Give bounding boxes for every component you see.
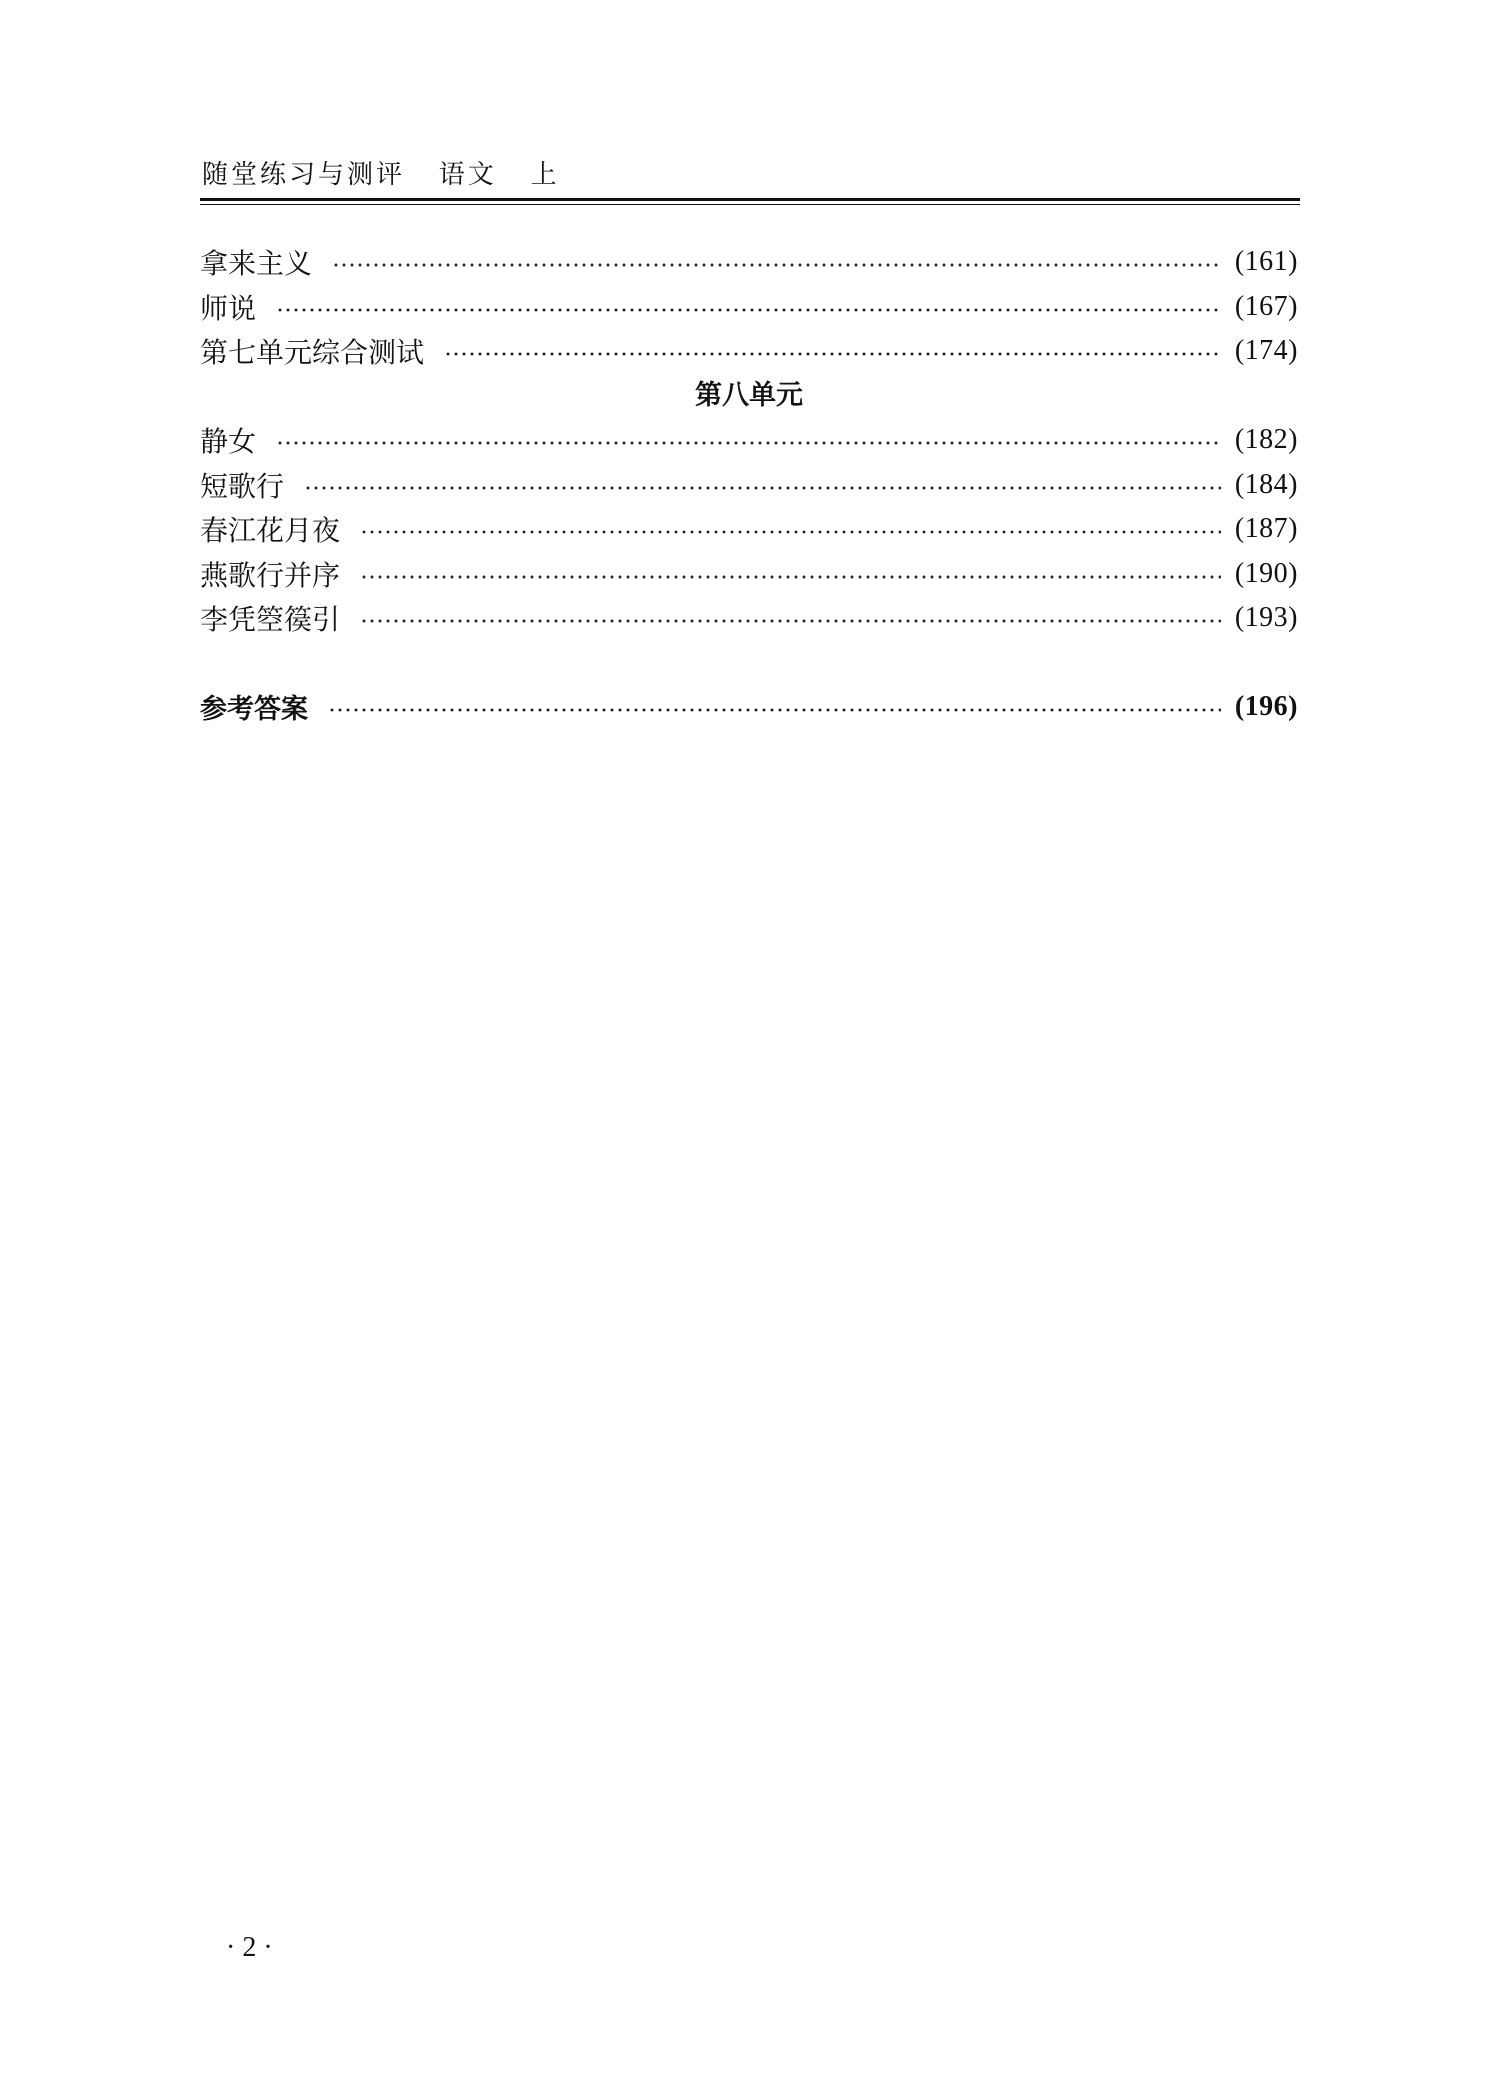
toc-entry-title: 燕歌行并序	[200, 558, 341, 592]
toc-entry-page: (190)	[1234, 557, 1298, 589]
toc-entry[interactable]	[200, 285, 1298, 330]
toc-entry-page: (193)	[1234, 602, 1298, 634]
toc-entry-title: 春江花月夜	[200, 514, 341, 548]
running-header	[200, 160, 1300, 205]
header-title: 随堂练习与测评 语文 上	[202, 160, 560, 190]
toc-entry-title: 静女	[200, 425, 257, 459]
spacer	[200, 641, 1298, 685]
toc-entry-title: 拿来主义	[200, 247, 313, 281]
dot-leader	[332, 262, 1221, 268]
toc-entry[interactable]	[200, 240, 1298, 285]
toc-entry[interactable]	[200, 507, 1298, 552]
dot-leader	[444, 351, 1221, 357]
dot-leader	[276, 440, 1221, 446]
toc-entry[interactable]	[200, 596, 1298, 641]
header-rule-thick	[200, 198, 1300, 201]
table-of-contents	[200, 240, 1298, 729]
toc-entry-page: (167)	[1234, 290, 1298, 322]
toc-entry[interactable]	[200, 418, 1298, 463]
toc-entry[interactable]	[200, 463, 1298, 508]
dot-leader	[360, 618, 1221, 624]
toc-entry-title: 李凭箜篌引	[200, 603, 341, 637]
unit-heading: 第八单元	[695, 379, 803, 411]
toc-entry-page: (196)	[1234, 690, 1298, 722]
toc-entry[interactable]	[200, 552, 1298, 597]
toc-entry-title: 短歌行	[200, 469, 285, 503]
toc-entry-page: (161)	[1234, 246, 1298, 278]
toc-entry[interactable]	[200, 329, 1298, 374]
dot-leader	[276, 307, 1221, 313]
header-rule-thin	[200, 204, 1300, 205]
dot-leader	[360, 574, 1221, 580]
toc-entry-title: 第七单元综合测试	[200, 336, 425, 370]
dot-leader	[360, 529, 1221, 535]
toc-entry-page: (174)	[1234, 335, 1298, 367]
page-number: · 2 ·	[226, 1932, 273, 1963]
toc-entry-page: (187)	[1234, 513, 1298, 545]
dot-leader	[304, 485, 1221, 491]
dot-leader	[328, 707, 1221, 713]
toc-entry-page: (182)	[1234, 424, 1298, 456]
toc-entry-title: 参考答案	[200, 694, 308, 726]
toc-entry-title: 师说	[200, 291, 257, 325]
toc-entry-page: (184)	[1234, 468, 1298, 500]
toc-entry-answers[interactable]	[200, 685, 1298, 730]
